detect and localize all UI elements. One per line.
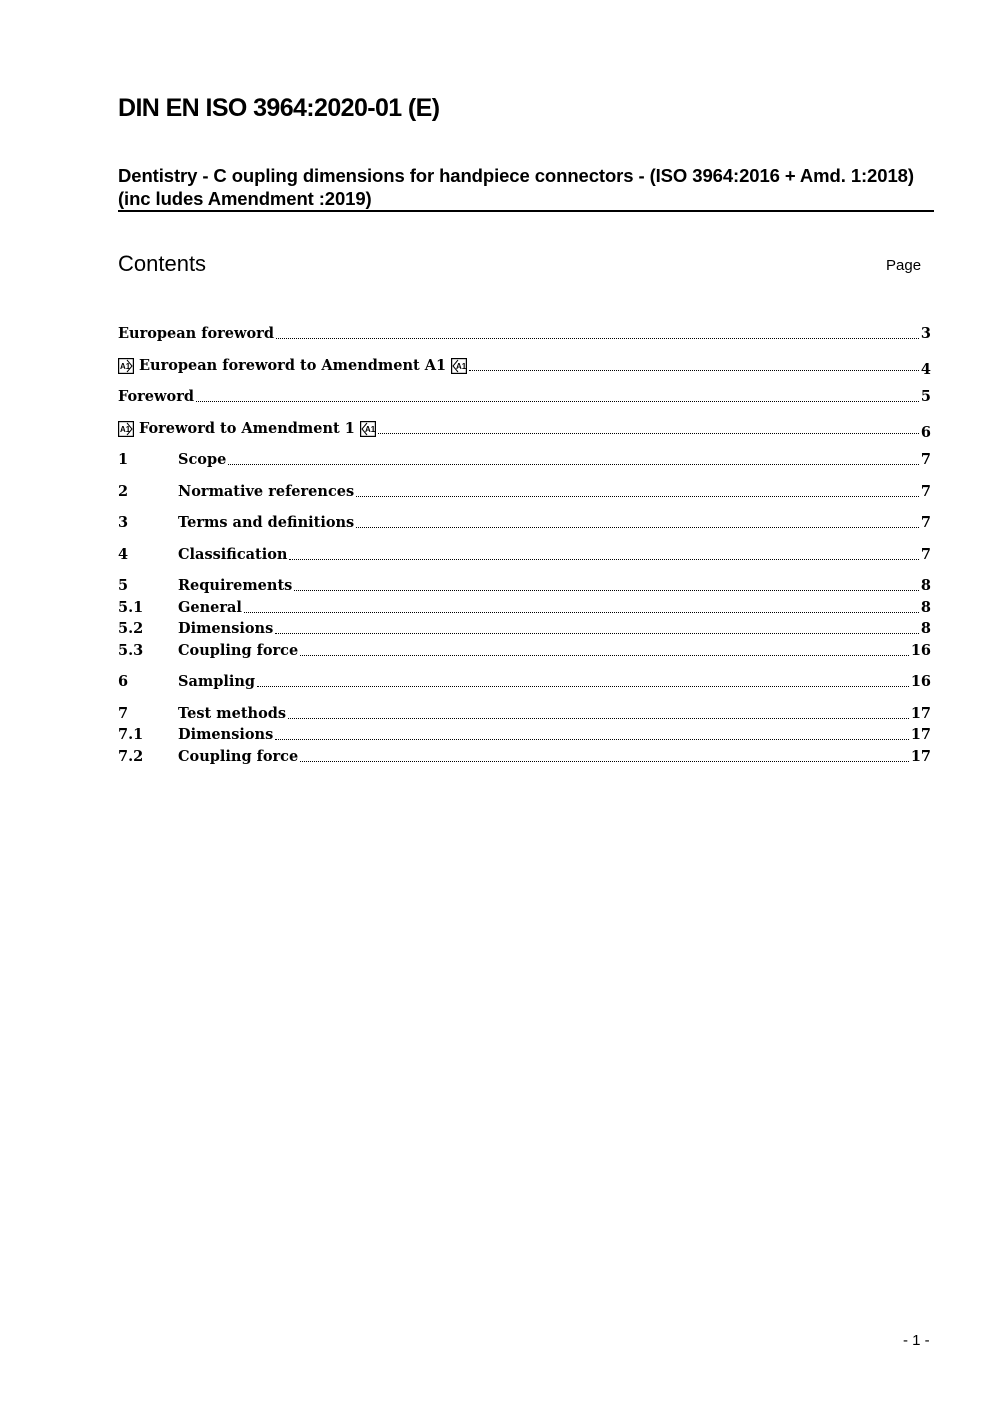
toc-entry-number: 7.1 [118, 726, 144, 743]
toc-entry[interactable] [118, 355, 931, 376]
contents-heading: Contents [118, 251, 207, 276]
toc-entry-label: Foreword [118, 388, 194, 405]
toc-entry-number: 2 [118, 483, 129, 500]
toc-entry-number: 7 [118, 705, 129, 722]
toc-entry[interactable] [118, 418, 931, 439]
toc-entry-label: Sampling [178, 673, 256, 690]
dot-leader [276, 338, 919, 339]
toc-entry-page: 16 [910, 673, 931, 690]
toc-entry-page: 7 [920, 483, 931, 500]
dot-leader [244, 612, 919, 613]
toc-entry-number: 5.2 [118, 620, 144, 637]
dot-leader [294, 590, 919, 591]
toc-entry-label: General [178, 599, 242, 616]
toc-entry[interactable] [118, 703, 931, 724]
toc-entry[interactable] [118, 481, 931, 502]
toc-entry-label: Dimensions [178, 620, 274, 637]
toc-entry-label: Foreword to Amendment 1 [139, 420, 355, 437]
toc-entry[interactable] [118, 724, 931, 745]
toc-entry-label: Normative references [178, 483, 355, 500]
toc-entry-page: 7 [920, 514, 931, 531]
toc-entry[interactable] [118, 449, 931, 470]
dot-leader [469, 370, 919, 371]
toc-entry-label: Coupling force [178, 748, 299, 765]
toc-entry-number: 5 [118, 577, 129, 594]
dot-leader [300, 761, 909, 762]
toc-entry[interactable] [118, 640, 931, 661]
toc-entry[interactable] [118, 512, 931, 533]
toc-entry-page: 16 [910, 642, 931, 659]
dot-leader [289, 559, 918, 560]
dot-leader [378, 433, 919, 434]
toc-entry-page: 17 [910, 705, 931, 722]
dot-leader [356, 496, 919, 497]
amendment-start-icon [118, 421, 134, 437]
toc-entry-page: 5 [920, 388, 931, 405]
toc-entry-page: 8 [920, 620, 931, 637]
dot-leader [275, 633, 919, 634]
svg-text:A1: A1 [456, 361, 467, 371]
toc-entry[interactable] [118, 671, 931, 692]
dot-leader [300, 655, 909, 656]
toc-entry-number: 5.1 [118, 599, 144, 616]
page-number: - 1 - [903, 1332, 930, 1349]
toc-entry-page: 8 [920, 577, 931, 594]
title-divider [118, 210, 934, 212]
toc-entry-label: Classification [178, 546, 288, 563]
toc-entry-label: European foreword [118, 325, 274, 342]
toc-entry-page: 17 [910, 726, 931, 743]
toc-entry-number: 1 [118, 451, 129, 468]
toc-entry-number: 3 [118, 514, 129, 531]
toc-entry[interactable] [118, 618, 931, 639]
toc-entry-page: 7 [920, 451, 931, 468]
dot-leader [196, 401, 919, 402]
toc-entry[interactable] [118, 544, 931, 565]
toc-entry[interactable] [118, 746, 931, 767]
document-title: DIN EN ISO 3964:2020-01 (E) [118, 94, 440, 122]
toc-entry-page: 7 [920, 546, 931, 563]
toc-entry-label: Scope [178, 451, 227, 468]
toc-entry-label: Requirements [178, 577, 293, 594]
toc-entry-page: 8 [920, 599, 931, 616]
toc-entry-number: 7.2 [118, 748, 144, 765]
toc-entry-label: Dimensions [178, 726, 274, 743]
toc-entry-number: 6 [118, 673, 129, 690]
toc-entry[interactable] [118, 575, 931, 596]
toc-entry[interactable] [118, 597, 931, 618]
amendment-start-icon [118, 358, 134, 374]
page-column-heading: Page [886, 257, 922, 274]
amendment-end-icon [451, 358, 467, 374]
dot-leader [228, 464, 919, 465]
dot-leader [288, 718, 909, 719]
toc-entry-label: Terms and definitions [178, 514, 355, 531]
toc-entry-label: European foreword to Amendment A1 [139, 357, 447, 374]
toc-entry[interactable] [118, 323, 931, 344]
toc-entry-label: Coupling force [178, 642, 299, 659]
document-subtitle: Dentistry - C oupling dimensions for handpiece connectors - (ISO 3964:2016 + Amd. 1:2018) (inc ludes Amendment :2019) [118, 165, 914, 209]
dot-leader [356, 527, 919, 528]
toc-entry-page: 17 [910, 748, 931, 765]
dot-leader [275, 739, 909, 740]
toc-entry-page: 6 [920, 423, 931, 441]
dot-leader [257, 686, 909, 687]
toc-entry[interactable] [118, 386, 931, 407]
toc-entry-number: 5.3 [118, 642, 144, 659]
toc-entry-number: 4 [118, 546, 129, 563]
svg-text:A1: A1 [120, 361, 131, 371]
amendment-end-icon [360, 421, 376, 437]
toc-entry-label: Test methods [178, 705, 287, 722]
toc-entry-page: 4 [920, 360, 931, 378]
svg-text:A1: A1 [364, 424, 376, 434]
toc-entry-page: 3 [920, 325, 931, 342]
svg-text:A1: A1 [120, 424, 131, 434]
